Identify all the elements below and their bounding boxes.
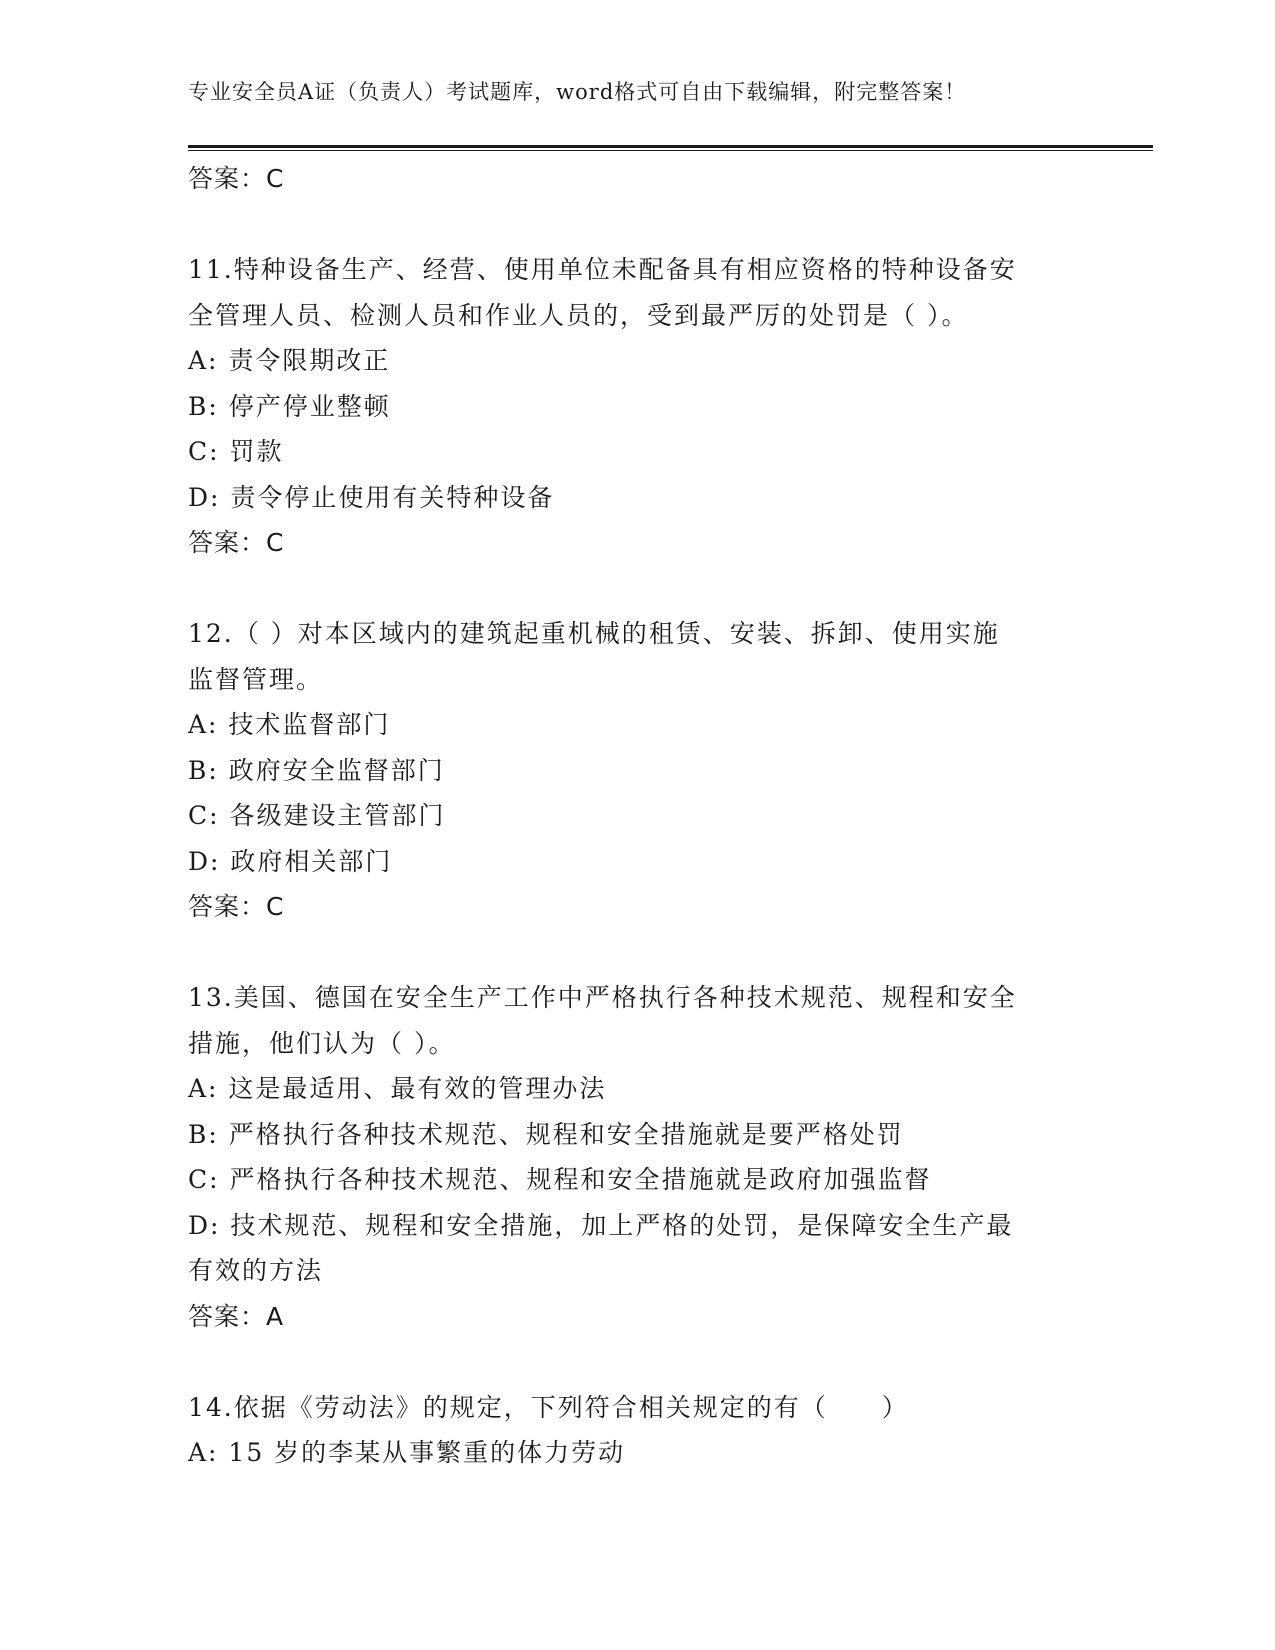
option-a: A: 15 岁的李某从事繁重的体力劳动 [188,1438,626,1467]
question-stem: 14.依据《劳动法》的规定，下列符合相关规定的有（ ） [188,1392,909,1422]
option-d: D: 技术规范、规程和安全措施，加上严格的处罚，是保障安全生产最 [188,1210,1014,1240]
option-c: C: 严格执行各种技术规范、规程和安全措施就是政府加强监督 [188,1165,932,1194]
option-d: D: 责令停止使用有关特种设备 [188,482,555,512]
option-c: C: 罚款 [188,437,284,466]
document-body [188,156,1088,1476]
question-14 [188,1385,1088,1476]
option-b: B: 严格执行各种技术规范、规程和安全措施就是要严格处罚 [188,1119,904,1149]
option-a: A: 技术监督部门 [188,710,391,739]
question-13 [188,975,1088,1339]
option-d-continued: 有效的方法 [188,1256,324,1285]
spacer [188,566,1088,612]
answer-prev: 答案：C [188,164,285,193]
option-a: A: 这是最适用、最有效的管理办法 [188,1074,607,1103]
question-stem: 监督管理。 [188,664,324,694]
question-stem: 12.（ ）对本区域内的建筑起重机械的租赁、安装、拆卸、使用实施 [188,619,1000,648]
question-stem: 13.美国、德国在安全生产工作中严格执行各种技术规范、规程和安全 [188,983,1017,1012]
answer: 答案：C [188,892,285,921]
option-b: B: 停产停业整顿 [188,391,391,421]
question-12 [188,611,1088,930]
question-stem: 11.特种设备生产、经营、使用单位未配备具有相应资格的特种设备安 [188,255,1017,284]
option-a: A: 责令限期改正 [188,346,391,375]
spacer [188,1339,1088,1385]
answer: 答案：A [188,1301,285,1331]
question-stem: 全管理人员、检测人员和作业人员的，受到最严厉的处罚是（ ）。 [188,300,969,330]
option-c: C: 各级建设主管部门 [188,801,446,830]
question-stem: 措施，他们认为（ ）。 [188,1028,456,1058]
spacer [188,930,1088,976]
option-d: D: 政府相关部门 [188,846,393,876]
page-header: 专业安全员A证（负责人）考试题库，word格式可自由下载编辑，附完整答案！ [188,80,967,104]
answer: 答案：C [188,528,285,557]
option-b: B: 政府安全监督部门 [188,755,445,785]
question-11 [188,247,1088,566]
spacer [188,202,1088,248]
header-rule [188,145,1153,151]
